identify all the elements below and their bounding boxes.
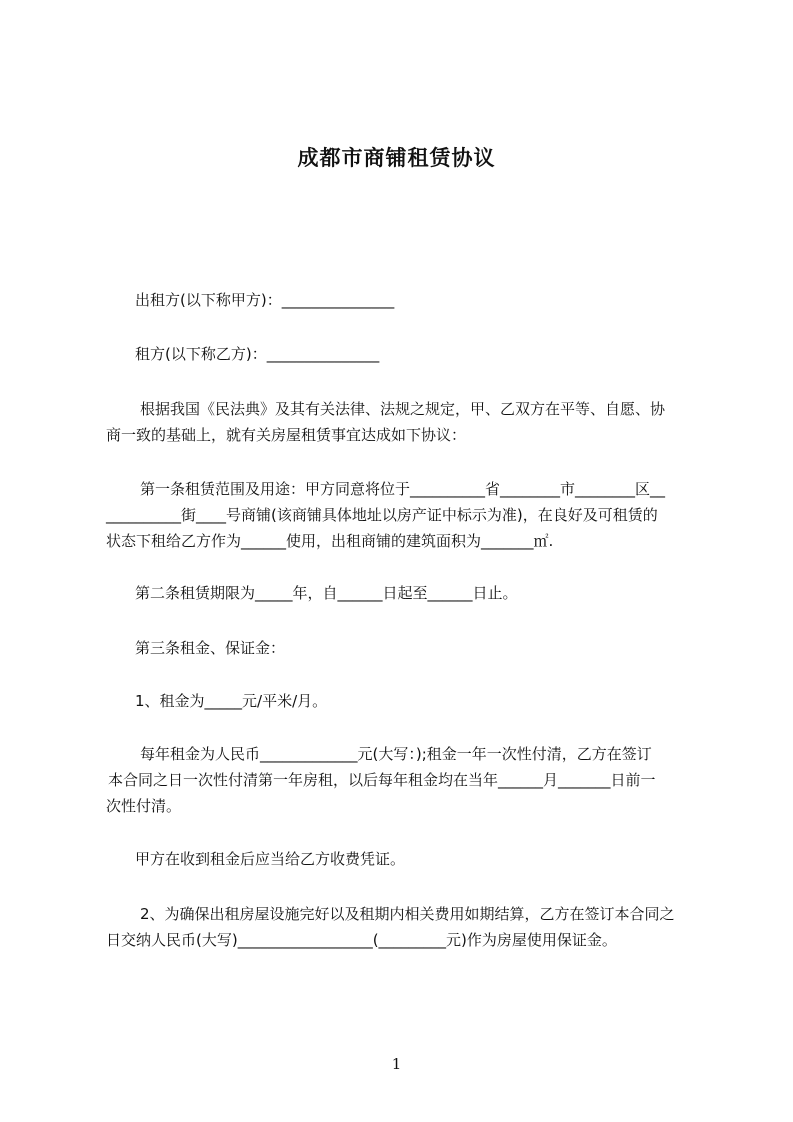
deposit-line-1: 2、为确保出租房屋设施完好以及租期内相关费用如期结算，乙方在签订本合同之 (140, 905, 675, 923)
article1-line-2: __________街____号商铺(该商铺具体地址以房产证中标示为准)，在良好及可租赁的 (106, 506, 658, 524)
intro-line-2: 商一致的基础上，就有关房屋租赁事宜达成如下协议： (106, 426, 467, 444)
annual-rent-line-1: 每年租金为人民币_____________元(大写：);租金一年一次性付清，乙方在签订 (140, 745, 652, 763)
rent-rate-line: 1、租金为_____元/平米/月。 (135, 692, 328, 710)
deposit-line-2: 日交纳人民币(大写)__________________(_________元)作为房屋使用保证金。 (106, 931, 617, 949)
lessee-line: 租方(以下称乙方)：_______________ (135, 345, 380, 363)
page-number: 1 (391, 1055, 402, 1073)
intro-line-1: 根据我国《民法典》及其有关法律、法规之规定，甲、乙双方在平等、自愿、协 (140, 400, 666, 418)
annual-rent-line-2: 本合同之日一次性付清第一年房租，以后每年租金均在当年______月_______日前一 (108, 771, 656, 789)
article2-line: 第二条租赁期限为_____年，自______日起至______日止。 (135, 584, 518, 602)
article3-heading: 第三条租金、保证金： (135, 639, 286, 657)
lessor-line: 出租方(以下称甲方)：_______________ (135, 291, 395, 309)
annual-rent-line-3: 次性付清。 (106, 797, 182, 815)
article1-line-1: 第一条租赁范围及用途：甲方同意将位于__________省________市________区__ (140, 480, 666, 498)
article1-line-3: 状态下租给乙方作为______使用，出租商铺的建筑面积为_______㎡. (106, 532, 554, 550)
receipt-line: 甲方在收到租金后应当给乙方收费凭证。 (135, 850, 406, 868)
document-title: 成都市商铺租赁协议 (297, 146, 496, 170)
